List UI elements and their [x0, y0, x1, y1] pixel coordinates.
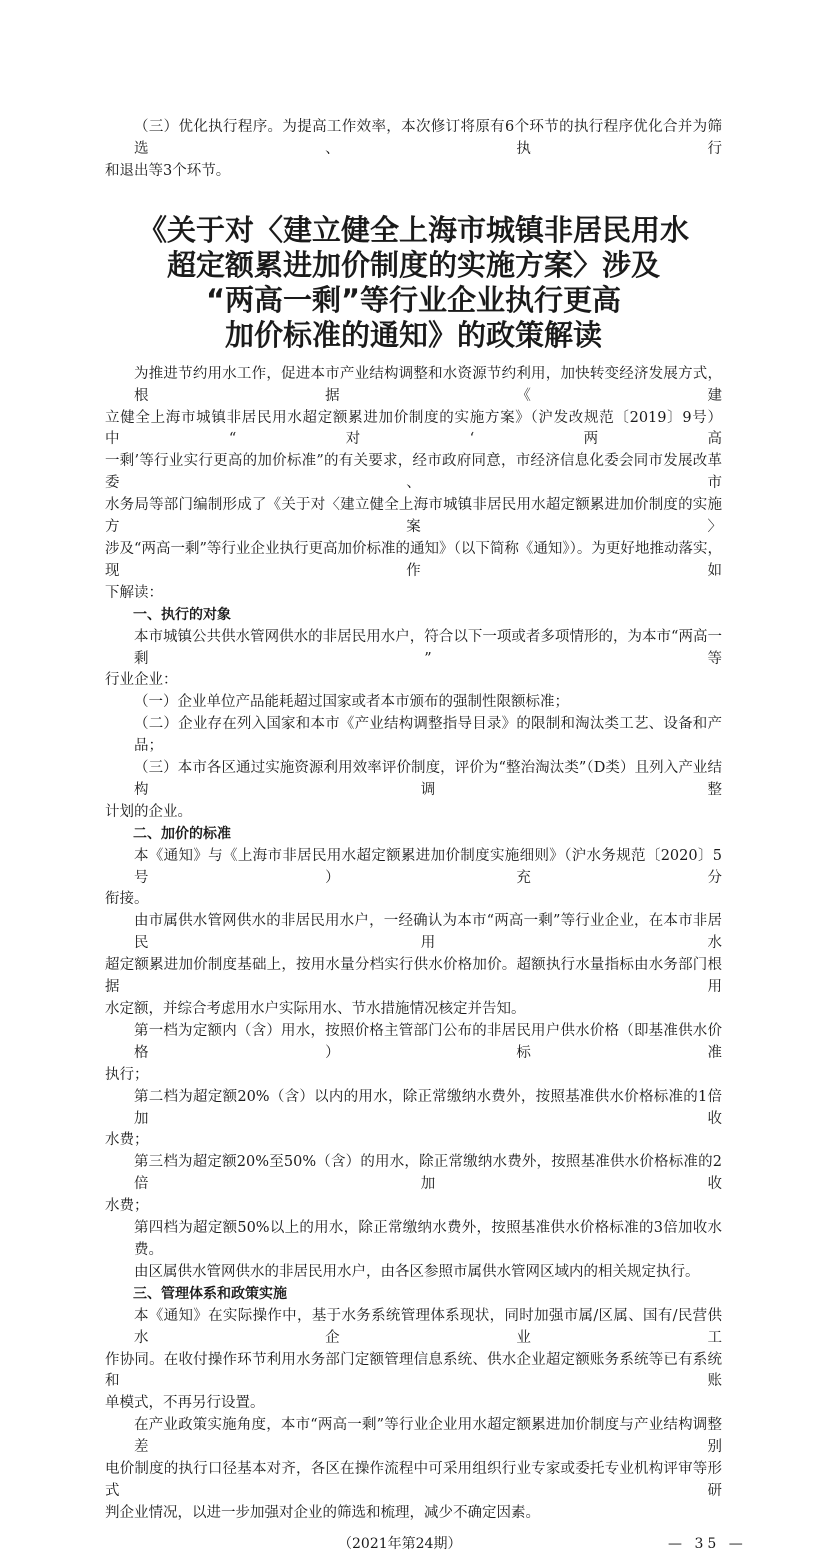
- paragraph-line: 涉及“两高一剩”等行业企业执行更高加价标准的通知》（以下简称《通知》）。为更好地推动落实，现作如: [105, 540, 722, 579]
- paragraph-line: 衔接。: [105, 891, 149, 908]
- title-line: 《关于对〈建立健全上海市城镇非居民用水: [137, 212, 689, 247]
- paragraph-line: 一剩’等行业实行更高的加价标准”的有关要求，经市政府同意，市经济信息化委会同市发展改革委、市: [105, 453, 722, 492]
- paragraph-line: 水费；: [105, 1132, 149, 1149]
- paragraph-line: 水定额，并综合考虑用水户实际用水、节水措施情况核定并告知。: [105, 1001, 526, 1017]
- paragraph-line: 电价制度的执行口径基本对齐，各区在操作流程中可采用组织行业专家或委托专业机构评审等形式研: [105, 1461, 722, 1499]
- document-body: [105, 364, 722, 1525]
- paragraph-line: 水务局等部门编制形成了《关于对〈建立健全上海市城镇非居民用水超定额累进加价制度的实施方案〉: [105, 497, 722, 536]
- paragraph-line: （三）优化执行程序。为提高工作效率，本次修订将原有6个环节的执行程序优化合并为筛选、执行: [134, 119, 722, 157]
- title-line: “两高一剩”等行业企业执行更高: [205, 282, 622, 317]
- paragraph-line: （二）企业存在列入国家和本市《产业结构调整指导目录》的限制和淘汰类工艺、设备和产品；: [134, 716, 722, 755]
- paragraph-line: 判企业情况，以进一步加强对企业的筛选和梳理，减少不确定因素。: [105, 1504, 540, 1521]
- issue-label: （2021年第24期）: [338, 1535, 462, 1552]
- paragraph-line: 本《通知》与《上海市非居民用水超定额累进加价制度实施细则》（沪水务规范〔2020〕5号）充分: [134, 847, 722, 886]
- page-number: — 35 —: [668, 1535, 747, 1552]
- paragraph-line: 立健全上海市城镇非居民用水超定额累进加价制度的实施方案》（沪发改规范〔2019〕9号）中“对‘两高: [105, 409, 722, 448]
- paragraph-line: 单模式，不再另行设置。: [105, 1395, 265, 1412]
- paragraph-line: （三）本市各区通过实施资源利用效率评价制度，评价为“整治淘汰类”（D类）且列入产业结构调整: [134, 760, 722, 798]
- paragraph-line: 下解读：: [105, 584, 163, 601]
- paragraph-line: 由区属供水管网供水的非居民用水户，由各区参照市属供水管网区域内的相关规定执行。: [134, 1263, 700, 1280]
- paragraph-line: 执行；: [105, 1066, 149, 1083]
- paragraph-line: 本《通知》在实际操作中，基于水务系统管理体系现状，同时加强市属/区属、国有/民营供水企业工: [134, 1307, 722, 1346]
- page: [0, 117, 827, 1555]
- paragraph-line: 在产业政策实施角度，本市“两高一剩”等行业企业用水超定额累进加价制度与产业结构调整差别: [134, 1417, 722, 1456]
- paragraph-line: 由市属供水管网供水的非居民用水户，一经确认为本市“两高一剩”等行业企业，在本市非居民用水: [134, 913, 722, 952]
- paragraph-line: 超定额累进加价制度基础上，按用水量分档实行供水价格加价。超额执行水量指标由水务部门根据用: [105, 957, 722, 996]
- section-heading: 二、加价的标准: [133, 825, 231, 842]
- section-heading: 三、管理体系和政策实施: [133, 1285, 287, 1302]
- document-title: [100, 213, 727, 353]
- top-paragraph: [105, 117, 722, 183]
- title-line: 超定额累进加价制度的实施方案〉涉及: [166, 247, 660, 282]
- title-line: 加价标准的通知》的政策解读: [224, 317, 602, 352]
- paragraph-line: 第四档为超定额50%以上的用水，除正常缴纳水费外，按照基准供水价格标准的3倍加收水费。: [134, 1220, 722, 1258]
- paragraph-line: （一）企业单位产品能耗超过国家或者本市颁布的强制性限额标准；: [134, 694, 569, 711]
- paragraph-line: 计划的企业。: [105, 803, 192, 820]
- paragraph-line: 第二档为超定额20%（含）以内的用水，除正常缴纳水费外，按照基准供水价格标准的1倍加收: [134, 1088, 722, 1127]
- paragraph-line: 水费；: [105, 1198, 149, 1215]
- paragraph-line: 行业企业：: [105, 672, 178, 689]
- paragraph-line: 本市城镇公共供水管网供水的非居民用水户，符合以下一项或者多项情形的，为本市“两高一剩”等: [134, 628, 722, 667]
- paragraph-line: 第三档为超定额20%至50%（含）的用水，除正常缴纳水费外，按照基准供水价格标准的2倍加收: [134, 1154, 722, 1193]
- paragraph-line: 为推进节约用水工作，促进本市产业结构调整和水资源节约利用，加快转变经济发展方式，根据《建: [134, 365, 722, 404]
- paragraph-line: 作协同。在收付操作环节利用水务部门定额管理信息系统、供水企业超定额账务系统等已有系统和账: [105, 1351, 722, 1390]
- section-heading: 一、执行的对象: [133, 606, 231, 623]
- paragraph-line: 第一档为定额内（含）用水，按照价格主管部门公布的非居民用户供水价格（即基准供水价格）标准: [134, 1022, 722, 1061]
- page-footer: [0, 1533, 827, 1555]
- paragraph-line: 和退出等3个环节。: [105, 162, 231, 179]
